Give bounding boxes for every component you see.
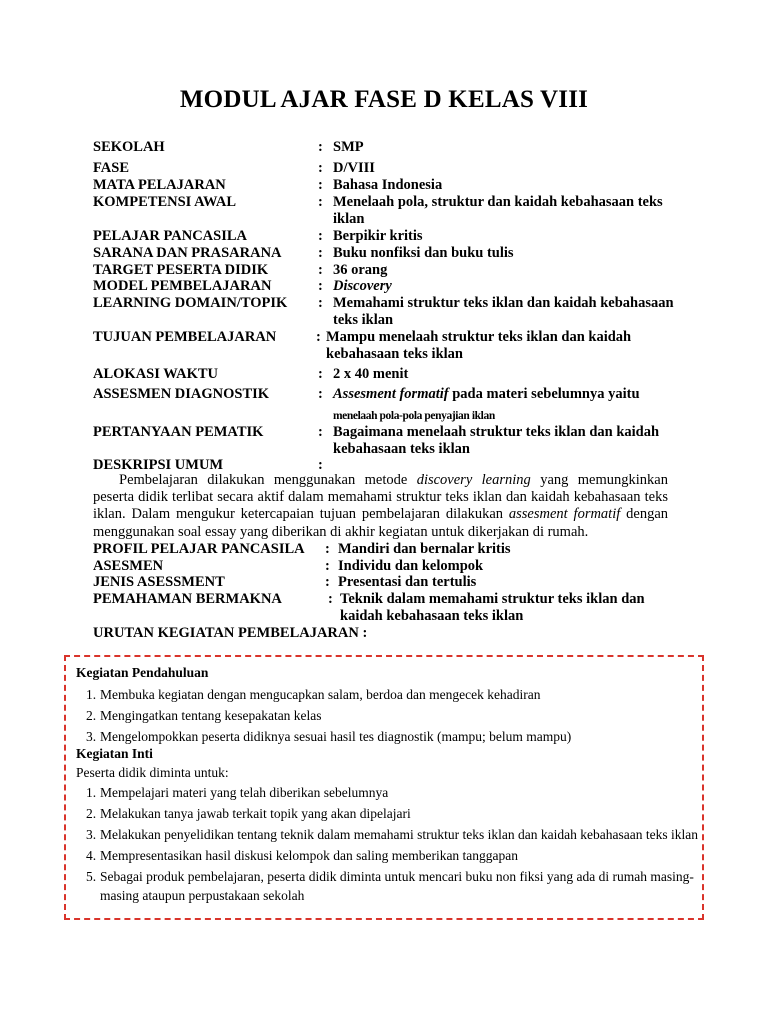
field-value-italic: Assesment formatif xyxy=(333,386,449,402)
list-item: 2. Mengingatkan tentang kesepakatan kelas xyxy=(86,708,322,723)
description-paragraph xyxy=(93,472,668,541)
list-item-text: Melakukan tanya jawab terkait topik yang akan dipelajari xyxy=(100,806,411,821)
inti-heading: Kegiatan Inti xyxy=(76,746,153,761)
field-label: ASSESMEN DIAGNOSTIK xyxy=(93,386,270,402)
field-colon: : xyxy=(318,424,323,440)
field-value xyxy=(333,386,693,425)
list-item-text: Sebagai produk pembelajaran, peserta didik diminta untuk mencari buku non fiksi yang ada di rumah masing-masing ataupun perpustakaan sekolah xyxy=(100,869,694,903)
field-label: PERTANYAAN PEMATIK xyxy=(93,424,264,440)
field-colon: : xyxy=(318,228,323,244)
field-colon: : xyxy=(316,329,321,345)
field-value: Menelaah pola, struktur dan kaidah kebahasaan teks iklan xyxy=(333,194,663,227)
list-item-text: Mengelompokkan peserta didiknya sesuai hasil tes diagnostik (mampu; belum mampu) xyxy=(100,729,572,744)
field-colon: : xyxy=(318,194,323,210)
field-value: Individu dan kelompok xyxy=(338,558,484,574)
list-item-text: Mempresentasikan hasil diskusi kelompok dan saling memberikan tanggapan xyxy=(100,848,519,863)
description-text-2: yang memungkinkan peserta didik terlibat secara aktif dalam memahami struktur teks iklan dan kaidah kebahasaan teks iklan. Dalam mengukur ketercapaian tujuan pembelajaran dilakukan xyxy=(93,472,668,523)
field-colon: : xyxy=(318,262,323,278)
field-colon: : xyxy=(325,541,330,557)
field-label: TUJUAN PEMBELAJARAN xyxy=(93,329,277,345)
field-label: ASESMEN xyxy=(93,558,164,574)
field-value: Buku nonfiksi dan buku tulis xyxy=(333,245,514,261)
field-value: D/VIII xyxy=(333,160,375,176)
field-value: Bagaimana menelaah struktur teks iklan dan kaidah kebahasaan teks iklan xyxy=(333,424,660,457)
field-label: SEKOLAH xyxy=(93,139,165,155)
field-value: Mandiri dan bernalar kritis xyxy=(338,541,511,557)
description-text-3: dengan menggunakan soal essay yang diberikan di akhir kegiatan untuk dikerjakan di rumah. xyxy=(93,506,669,540)
list-item: 1. Mempelajari materi yang telah diberikan sebelumnya xyxy=(86,785,389,800)
list-item: 1. Membuka kegiatan dengan mengucapkan salam, berdoa dan mengecek kehadiran xyxy=(86,687,541,702)
list-item-text: Mempelajari materi yang telah diberikan sebelumnya xyxy=(100,785,389,800)
field-colon: : xyxy=(318,160,323,176)
field-label: ALOKASI WAKTU xyxy=(93,366,219,382)
field-value: 2 x 40 menit xyxy=(333,366,409,382)
field-colon: : xyxy=(328,591,333,607)
pendahuluan-heading: Kegiatan Pendahuluan xyxy=(76,665,209,680)
field-label: JENIS ASESSMENT xyxy=(93,574,225,590)
field-label: PELAJAR PANCASILA xyxy=(93,228,248,244)
field-colon: : xyxy=(325,558,330,574)
description-italic-1: discovery learning xyxy=(416,472,531,488)
field-value: Teknik dalam memahami struktur teks iklan dan kaidah kebahasaan teks iklan xyxy=(340,591,645,624)
field-label: MODEL PEMBELAJARAN xyxy=(93,278,272,294)
field-value-small: menelaah pola-pola penyajian iklan xyxy=(333,410,495,422)
field-colon: : xyxy=(318,295,323,311)
field-label: SARANA DAN PRASARANA xyxy=(93,245,282,261)
field-value: Memahami struktur teks iklan dan kaidah kebahasaan teks iklan xyxy=(333,295,674,328)
field-colon: : xyxy=(318,245,323,261)
inti-intro: Peserta didik diminta untuk: xyxy=(76,765,229,780)
list-item: 5. Sebagai produk pembelajaran, peserta didik diminta untuk mencari buku non fiksi yang ada di rumah masing-masing ataupun perpustakaan sekolah xyxy=(86,869,694,903)
kegiatan-box xyxy=(64,655,704,920)
field-label: DESKRIPSI UMUM xyxy=(93,457,224,473)
field-colon: : xyxy=(318,366,323,382)
description-text-1: Pembelajaran dilakukan menggunakan metode xyxy=(119,472,417,488)
list-item-text: Mengingatkan tentang kesepakatan kelas xyxy=(100,708,322,723)
list-item: 4. Mempresentasikan hasil diskusi kelompok dan saling memberikan tanggapan xyxy=(86,848,519,863)
field-value: Berpikir kritis xyxy=(333,228,423,244)
list-item: 3. Melakukan penyelidikan tentang teknik dalam memahami struktur teks iklan dan kaidah kebahasaan teks iklan xyxy=(86,827,698,842)
list-item-text: Melakukan penyelidikan tentang teknik dalam memahami struktur teks iklan dan kaidah kebahasaan teks iklan xyxy=(100,827,698,842)
field-colon: : xyxy=(325,574,330,590)
field-label: FASE xyxy=(93,160,129,176)
field-value: SMP xyxy=(333,139,364,155)
pendahuluan-list xyxy=(76,685,704,748)
field-colon: : xyxy=(318,386,323,402)
field-value: Presentasi dan tertulis xyxy=(338,574,477,590)
document-title: MODUL AJAR FASE D KELAS VIII xyxy=(179,86,589,113)
field-colon: : xyxy=(318,177,323,193)
field-label: MATA PELAJARAN xyxy=(93,177,226,193)
field-label: PROFIL PELAJAR PANCASILA xyxy=(93,541,305,557)
field-colon: : xyxy=(318,139,323,155)
list-item: 2. Melakukan tanya jawab terkait topik yang akan dipelajari xyxy=(86,806,411,821)
field-colon: : xyxy=(318,457,323,473)
field-value: Mampu menelaah struktur teks iklan dan kaidah kebahasaan teks iklan xyxy=(326,329,632,362)
inti-list xyxy=(76,783,704,907)
field-label: KOMPETENSI AWAL xyxy=(93,194,237,210)
field-label: PEMAHAMAN BERMAKNA xyxy=(93,591,282,607)
field-label: LEARNING DOMAIN/TOPIK xyxy=(93,295,288,311)
field-value: Discovery xyxy=(333,278,392,294)
field-value: 36 orang xyxy=(333,262,388,278)
field-colon: : xyxy=(318,278,323,294)
urutan-heading: URUTAN KEGIATAN PEMBELAJARAN : xyxy=(93,625,368,641)
field-value-rest: pada materi sebelumnya yaitu xyxy=(448,386,640,402)
field-label: TARGET PESERTA DIDIK xyxy=(93,262,269,278)
description-italic-2: assesment formatif xyxy=(508,506,621,523)
list-item-text: Membuka kegiatan dengan mengucapkan salam, berdoa dan mengecek kehadiran xyxy=(100,687,541,702)
field-value: Bahasa Indonesia xyxy=(333,177,443,193)
list-item: 3. Mengelompokkan peserta didiknya sesuai hasil tes diagnostik (mampu; belum mampu) xyxy=(86,729,572,744)
